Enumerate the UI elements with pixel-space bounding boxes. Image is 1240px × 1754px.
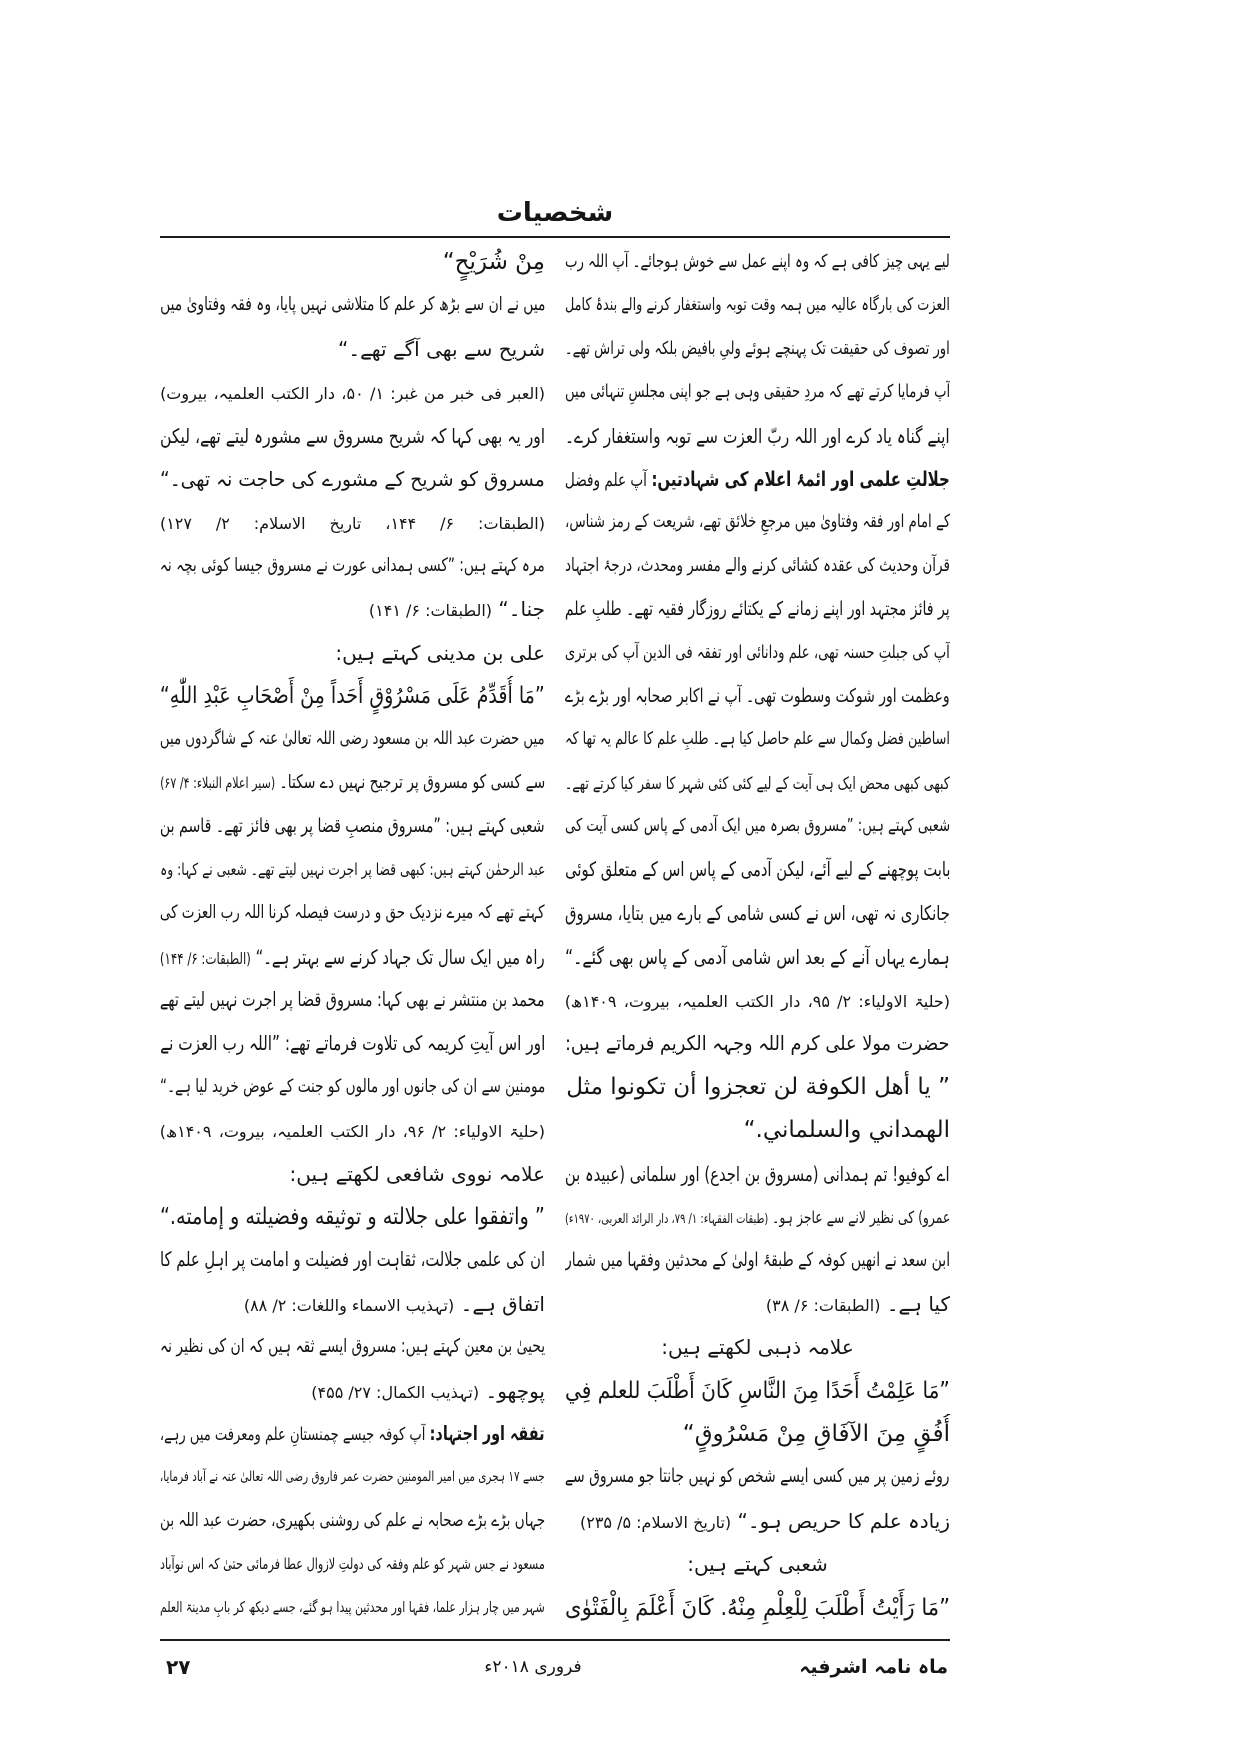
text-run: الهمداني والسلماني.“ bbox=[743, 1117, 950, 1144]
text-run: آپ علم وفضل bbox=[565, 470, 648, 492]
text-run: کے امام اور فقہ وفتاویٰ میں مرجعِ خلائق تھے، شریعت کے رمز شناس، bbox=[565, 511, 950, 533]
text-run: ”مَا عَلِمْتُ أَحَدًا مِنَ النَّاسِ كَانَ أَطْلَبَ للعلم فِي bbox=[565, 1377, 950, 1404]
line-content bbox=[565, 1197, 950, 1237]
citation-run: (الطبقات: ۶/ ۱۴۱) bbox=[368, 601, 493, 621]
line-content bbox=[369, 589, 545, 629]
text-line bbox=[565, 329, 950, 369]
line-content bbox=[565, 502, 950, 542]
line-content bbox=[160, 502, 545, 542]
text-line bbox=[160, 242, 545, 282]
line-content bbox=[160, 893, 545, 933]
text-line bbox=[160, 329, 545, 369]
line-content bbox=[290, 1154, 546, 1194]
text-run: حضرت مولا علی کرم اللہ وجہہ الکریم فرماتے ہیں: bbox=[565, 1031, 950, 1056]
text-line bbox=[565, 242, 950, 282]
text-run: راہ میں ایک سال تک جہاد کرنے سے بہتر ہے۔“ bbox=[255, 944, 545, 969]
line-content bbox=[766, 1284, 950, 1324]
text-line bbox=[565, 416, 950, 456]
text-line bbox=[160, 502, 545, 542]
text-line bbox=[160, 1327, 545, 1367]
text-run: اساطین فضل وکمال سے علم حاصل کیا ہے۔ طلبِ علم کا عالم یہ تھا کہ bbox=[565, 729, 950, 750]
text-run: جنا۔“ bbox=[498, 597, 545, 622]
citation-run: (تہذیب الاسماء واللغات: ۲/ ۸۸) bbox=[243, 1295, 455, 1315]
text-line bbox=[565, 1240, 950, 1280]
text-line bbox=[565, 1284, 950, 1324]
text-run: اور تصوف کی حقیقت تک پہنچے ہوئے ولیِ بافیض بلکہ ولی تراش تھے۔ bbox=[565, 338, 950, 359]
footer-rule bbox=[160, 1639, 950, 1641]
text-line bbox=[160, 1110, 545, 1150]
text-run: جانکاری نہ تھی، اس نے کسی شامی کے بارے میں بتایا، مسروق bbox=[565, 901, 950, 926]
citation-run: (الطبقات: ۶/ ۱۴۴) bbox=[160, 948, 252, 968]
line-content bbox=[565, 763, 950, 803]
line-content bbox=[565, 1457, 950, 1497]
header-rule bbox=[160, 236, 950, 238]
line-content bbox=[565, 416, 950, 456]
line-content bbox=[565, 546, 950, 586]
text-line bbox=[160, 1457, 545, 1497]
text-run: زیادہ علم کا حریص ہو۔“ bbox=[737, 1508, 950, 1533]
text-run: أُفُقٍ مِنَ الآفَاقِ مِنْ مَسْرُوقٍ“ bbox=[682, 1420, 950, 1447]
text-line bbox=[160, 416, 545, 456]
text-run: آپ فرمایا کرتے تھے کہ مردِ حقیقی وہی ہے جو اپنی مجلسِ تنہائی میں bbox=[565, 381, 950, 403]
line-content bbox=[160, 285, 545, 325]
text-run: جسے ۱۷ ہجری میں امیر المومنین حضرت عمر فاروق رضی اللہ تعالیٰ عنہ نے آباد فرمایا، bbox=[160, 1469, 545, 1486]
citation-run: (سیر اعلام النبلاء: ۴/ ۶۷) bbox=[160, 773, 275, 792]
line-content bbox=[160, 1197, 545, 1237]
text-run: شعبی کہتے ہیں: bbox=[687, 1552, 828, 1577]
line-content bbox=[160, 459, 545, 499]
text-run: مومنین سے ان کی جانوں اور مالوں کو جنت کے عوض خرید لیا ہے۔“ bbox=[160, 1075, 545, 1097]
text-run: اتفاق ہے۔ bbox=[460, 1291, 545, 1316]
text-line bbox=[160, 980, 545, 1020]
text-line bbox=[565, 719, 950, 759]
text-run: وعظمت اور شوکت وسطوت تھی۔ آپ نے اکابر صحابہ اور بڑے بڑے bbox=[565, 685, 950, 708]
text-line bbox=[160, 763, 545, 803]
line-content bbox=[565, 719, 950, 759]
text-run: محمد بن منتشر نے بھی کہا: مسروق قضا پر اجرت نہیں لیتے تھے bbox=[160, 987, 545, 1011]
text-line bbox=[565, 1588, 950, 1628]
line-content bbox=[565, 806, 950, 846]
text-line bbox=[160, 850, 545, 890]
issue-date: فروری ۲۰۱۸ء bbox=[484, 1657, 582, 1677]
citation-run: (الطبقات: ۶/ ۳۸) bbox=[765, 1295, 881, 1315]
text-run: ابن سعد نے انھیں کوفہ کے طبقۂ اولیٰ کے محدثین وفقہا میں شمار bbox=[565, 1249, 950, 1272]
line-content bbox=[160, 850, 545, 890]
line-content bbox=[565, 850, 950, 890]
text-line bbox=[160, 893, 545, 933]
section-header bbox=[160, 194, 950, 232]
line-content bbox=[160, 416, 545, 456]
text-line bbox=[565, 893, 950, 933]
text-line bbox=[565, 1414, 950, 1454]
text-line bbox=[565, 676, 950, 716]
text-line bbox=[565, 806, 950, 846]
text-line bbox=[160, 633, 545, 673]
line-content bbox=[160, 546, 545, 586]
line-content bbox=[160, 1067, 545, 1107]
text-line bbox=[565, 1457, 950, 1497]
line-content bbox=[160, 980, 545, 1020]
text-line bbox=[160, 1371, 545, 1411]
text-line bbox=[160, 676, 545, 716]
text-line bbox=[160, 719, 545, 759]
line-content bbox=[160, 763, 545, 803]
citation-run: (طبقات الفقہاء: ۱/ ۷۹، دار الرائد العربی، ۱۹۷۰ء) bbox=[565, 1211, 768, 1227]
line-content bbox=[565, 242, 950, 282]
line-content bbox=[565, 893, 950, 933]
text-line bbox=[565, 285, 950, 325]
magazine-name: ماہ نامہ اشرفیہ bbox=[799, 1656, 948, 1678]
text-line bbox=[160, 285, 545, 325]
text-run: عبد الرحمٰن کہتے ہیں: کبھی قضا پر اجرت نہیں لیتے تھے۔ شعبی نے کہا: وہ bbox=[160, 859, 545, 879]
text-line bbox=[565, 1197, 950, 1237]
line-content bbox=[335, 633, 545, 673]
line-content bbox=[687, 1544, 828, 1584]
line-content bbox=[160, 1457, 545, 1497]
line-content bbox=[311, 1371, 545, 1411]
text-line bbox=[160, 546, 545, 586]
text-line bbox=[160, 1023, 545, 1063]
line-content bbox=[160, 1240, 545, 1280]
line-content bbox=[744, 1110, 950, 1150]
text-line bbox=[160, 806, 545, 846]
text-run: پوچھو۔ bbox=[485, 1378, 545, 1403]
text-run: اپنے گناہ یاد کرے اور اللہ ربّ العزت سے توبہ واستغفار کرے۔ bbox=[565, 423, 950, 448]
text-run: شعبی کہتے ہیں: ”مسروق بصرہ میں ایک آدمی کے پاس کسی آیت کی bbox=[565, 816, 950, 837]
text-run: مرہ کہتے ہیں: ”کسی ہمدانی عورت نے مسروق جیسا کوئی بچہ نہ bbox=[160, 554, 545, 576]
text-run: ہمارے یہاں آنے کے بعد اس شامی آدمی کے پاس بھی گئے۔“ bbox=[565, 944, 950, 969]
line-content bbox=[160, 1544, 545, 1584]
line-content bbox=[160, 676, 545, 716]
column-left bbox=[160, 242, 545, 1628]
line-content bbox=[160, 1327, 545, 1367]
text-run: علامہ نووی شافعی لکھتے ہیں: bbox=[289, 1161, 545, 1186]
citation-run: (تہذیب الکمال: ۲۷/ ۴۵۵) bbox=[311, 1382, 480, 1402]
text-line bbox=[565, 763, 950, 803]
text-run: عمرو) کی نظیر لانے سے عاجز ہو۔ bbox=[771, 1206, 950, 1227]
text-run: کبھی کبھی محض ایک ہی آیت کے لیے کئی کئی شہر کا سفر کیا کرتے تھے۔ bbox=[565, 772, 950, 793]
line-content bbox=[565, 1240, 950, 1280]
text-run: ” واتفقوا على جلالته و توثيقه وفضيلته و إمامته.“ bbox=[160, 1203, 545, 1230]
text-line bbox=[160, 1414, 545, 1454]
line-content bbox=[580, 1501, 950, 1541]
text-line bbox=[160, 1588, 545, 1628]
line-content bbox=[443, 242, 545, 282]
citation-run: (حلیۃ الاولیاء: ۲/ ۹۵، دار الکتب العلمیہ، بیروت، ۱۴۰۹ھ) bbox=[565, 991, 950, 1011]
text-run: علامہ ذہبی لکھتے ہیں: bbox=[661, 1335, 854, 1360]
text-line bbox=[160, 1544, 545, 1584]
text-run: علی بن مدینی کہتے ہیں: bbox=[335, 640, 545, 665]
text-run: کہتے تھے کہ میرے نزدیک حق و درست فیصلہ کرنا اللہ رب العزت کی bbox=[160, 902, 545, 924]
citation-run: (الطبقات: ۶/ ۱۴۴، تاریخ الاسلام: ۲/ ۱۲۷) bbox=[160, 514, 545, 534]
line-content bbox=[160, 1588, 545, 1628]
text-line bbox=[160, 937, 545, 977]
page-footer bbox=[160, 1650, 950, 1684]
text-line bbox=[565, 502, 950, 542]
text-run: میں حضرت عبد اللہ بن مسعود رضی اللہ تعالیٰ عنہ کے شاگردوں میں bbox=[160, 728, 545, 750]
text-line bbox=[565, 1501, 950, 1541]
text-run: آپ کی جبلتِ حسنہ تھی، علم ودانائی اور تفقہ فی الدین آپ کی برتری bbox=[565, 641, 950, 663]
line-content bbox=[565, 1023, 950, 1063]
text-run: اور یہ بھی کہا کہ شریح مسروق سے مشورہ لیتے تھے، لیکن bbox=[160, 423, 545, 448]
line-content bbox=[565, 1588, 950, 1628]
text-run: ان کی علمی جلالت، ثقاہت اور فضیلت و امامت پر اہلِ علم کا bbox=[160, 1248, 545, 1272]
text-line bbox=[160, 1197, 545, 1237]
text-line bbox=[160, 589, 545, 629]
line-content bbox=[160, 1023, 545, 1063]
text-line bbox=[565, 459, 950, 499]
text-run: قرآن وحدیث کی عقدہ کشائی کرنے والے مفسر ومحدث، درجۂ اجتہاد bbox=[565, 554, 950, 576]
text-run: ” يا أهل الكوفة لن تعجزوا أن تكونوا مثل bbox=[566, 1073, 950, 1100]
text-run: بابت پوچھنے کے لیے آئے، لیکن آدمی کے پاس اس کے متعلق کوئی bbox=[565, 857, 950, 881]
text-line bbox=[565, 633, 950, 673]
line-content bbox=[160, 1414, 545, 1454]
column-right bbox=[565, 242, 950, 1628]
text-run: اور اس آیتِ کریمہ کی تلاوت فرماتے تھے: ”اللہ رب العزت نے bbox=[160, 1031, 545, 1056]
text-run: شعبی کہتے ہیں: ”مسروق منصبِ قضا پر بھی فائز تھے۔ قاسم بن bbox=[160, 814, 545, 838]
text-run: سے کسی کو مسروق پر ترجیح نہیں دے سکتا۔ bbox=[279, 771, 545, 793]
line-content bbox=[565, 1371, 950, 1411]
line-content bbox=[338, 329, 545, 369]
text-run: مِنْ شُرَيْحٍ“ bbox=[442, 249, 545, 275]
page-number: ۲۷ bbox=[166, 1655, 191, 1679]
text-run: پر فائز مجتہد اور اپنے زمانے کے یکتائے روزگار فقیہ تھے۔ طلبِ علم bbox=[565, 598, 950, 621]
text-line bbox=[565, 850, 950, 890]
line-content bbox=[160, 1501, 545, 1541]
line-content bbox=[160, 719, 545, 759]
line-content bbox=[565, 589, 950, 629]
line-content bbox=[565, 1154, 950, 1194]
text-run: لیے یہی چیز کافی ہے کہ وہ اپنے عمل سے خوش ہوجائے۔ آپ اللہ رب bbox=[565, 251, 950, 272]
text-run: یحییٰ بن معین کہتے ہیں: مسروق ایسے ثقہ ہیں کہ ان کی نظیر نہ bbox=[160, 1336, 545, 1358]
heading-run: جلالتِ علمی اور ائمۂ اعلام کی شہادتیں: bbox=[651, 467, 950, 492]
text-line bbox=[565, 1544, 950, 1584]
text-line bbox=[565, 1067, 950, 1107]
line-content bbox=[160, 372, 545, 412]
text-line bbox=[565, 1327, 950, 1367]
line-content bbox=[565, 937, 950, 977]
line-content bbox=[661, 1327, 854, 1367]
line-content bbox=[565, 980, 950, 1020]
citation-run: (العبر فی خبر من غبر: ۱/ ۵۰، دار الکتب العلمیہ، بیروت) bbox=[160, 384, 545, 404]
line-content bbox=[566, 1067, 950, 1107]
line-content bbox=[565, 285, 950, 325]
text-line bbox=[565, 589, 950, 629]
text-run: شریح سے بھی آگے تھے۔“ bbox=[337, 336, 545, 361]
text-line bbox=[565, 1154, 950, 1194]
text-run: میں نے ان سے بڑھ کر علم کا متلاشی نہیں پایا، وہ فقہ وفتاویٰ میں bbox=[160, 294, 545, 316]
text-run: روئے زمین پر میں کسی ایسے شخص کو نہیں جانتا جو مسروق سے bbox=[565, 1466, 950, 1488]
text-line bbox=[160, 1501, 545, 1541]
text-run: آپ کوفہ جیسے چمنستانِ علم ومعرفت میں رہے، bbox=[160, 1424, 426, 1445]
text-run: جہاں بڑے بڑے صحابہ نے علم کی روشنی بکھیری، حضرت عبد اللہ بن bbox=[160, 1509, 545, 1531]
text-line bbox=[160, 1067, 545, 1107]
text-line bbox=[160, 459, 545, 499]
line-content bbox=[565, 633, 950, 673]
line-content bbox=[565, 329, 950, 369]
text-run: کیا ہے۔ bbox=[886, 1291, 950, 1316]
text-run: مسعود نے جس شہر کو علم وفقہ کی دولتِ لازوال عطا فرمائی حتیٰ کہ اس نوآباد bbox=[160, 1555, 545, 1574]
citation-run: (حلیۃ الاولیاء: ۲/ ۹۶، دار الکتب العلمیہ، بیروت، ۱۴۰۹ھ) bbox=[160, 1122, 545, 1142]
heading-run: تفقہ اور اجتہاد: bbox=[430, 1421, 545, 1445]
line-content bbox=[160, 1110, 545, 1150]
text-line bbox=[565, 546, 950, 586]
line-content bbox=[565, 459, 950, 499]
text-line bbox=[565, 980, 950, 1020]
line-content bbox=[160, 937, 545, 977]
text-line bbox=[565, 937, 950, 977]
text-line bbox=[160, 372, 545, 412]
text-run: شہر میں چار ہزار علما، فقہا اور محدثین پیدا ہو گئے، جسے دیکھ کر بابِ مدینۃ العلم bbox=[160, 1598, 545, 1616]
section-title: شخصیات bbox=[496, 198, 614, 228]
text-line bbox=[565, 372, 950, 412]
line-content bbox=[565, 372, 950, 412]
text-line bbox=[160, 1154, 545, 1194]
line-content bbox=[565, 676, 950, 716]
text-run: مسروق کو شریح کے مشورے کی حاجت نہ تھی۔“ bbox=[160, 467, 545, 492]
text-line bbox=[565, 1110, 950, 1150]
line-content bbox=[160, 806, 545, 846]
text-line bbox=[565, 1023, 950, 1063]
text-run: العزت کی بارگاہ عالیہ میں ہمہ وقت توبہ واستغفار کرنے والے بندۂ کامل bbox=[565, 295, 950, 316]
text-run: ”مَا أُقَدِّمُ عَلَى مَسْرُوْقٍ أَحَداً مِنْ أَصْحَابِ عَبْدِ اللّٰهِ“ bbox=[160, 683, 545, 710]
text-line bbox=[160, 1284, 545, 1324]
citation-run: (تاریخ الاسلام: ۵/ ۲۳۵) bbox=[579, 1512, 732, 1532]
text-line bbox=[160, 1240, 545, 1280]
text-run: اے کوفیو! تم ہمدانی (مسروق بن اجدع) اور سلمانی (عبیدہ بن bbox=[565, 1161, 950, 1186]
text-run: ”مَا رَأَيْتُ أَطْلَبَ لِلْعِلْمِ مِنْهُ. كَانَ أَعْلَمَ بِالْفَتْوٰى bbox=[565, 1594, 950, 1621]
text-line bbox=[565, 1371, 950, 1411]
line-content bbox=[244, 1284, 545, 1324]
line-content bbox=[683, 1414, 950, 1454]
